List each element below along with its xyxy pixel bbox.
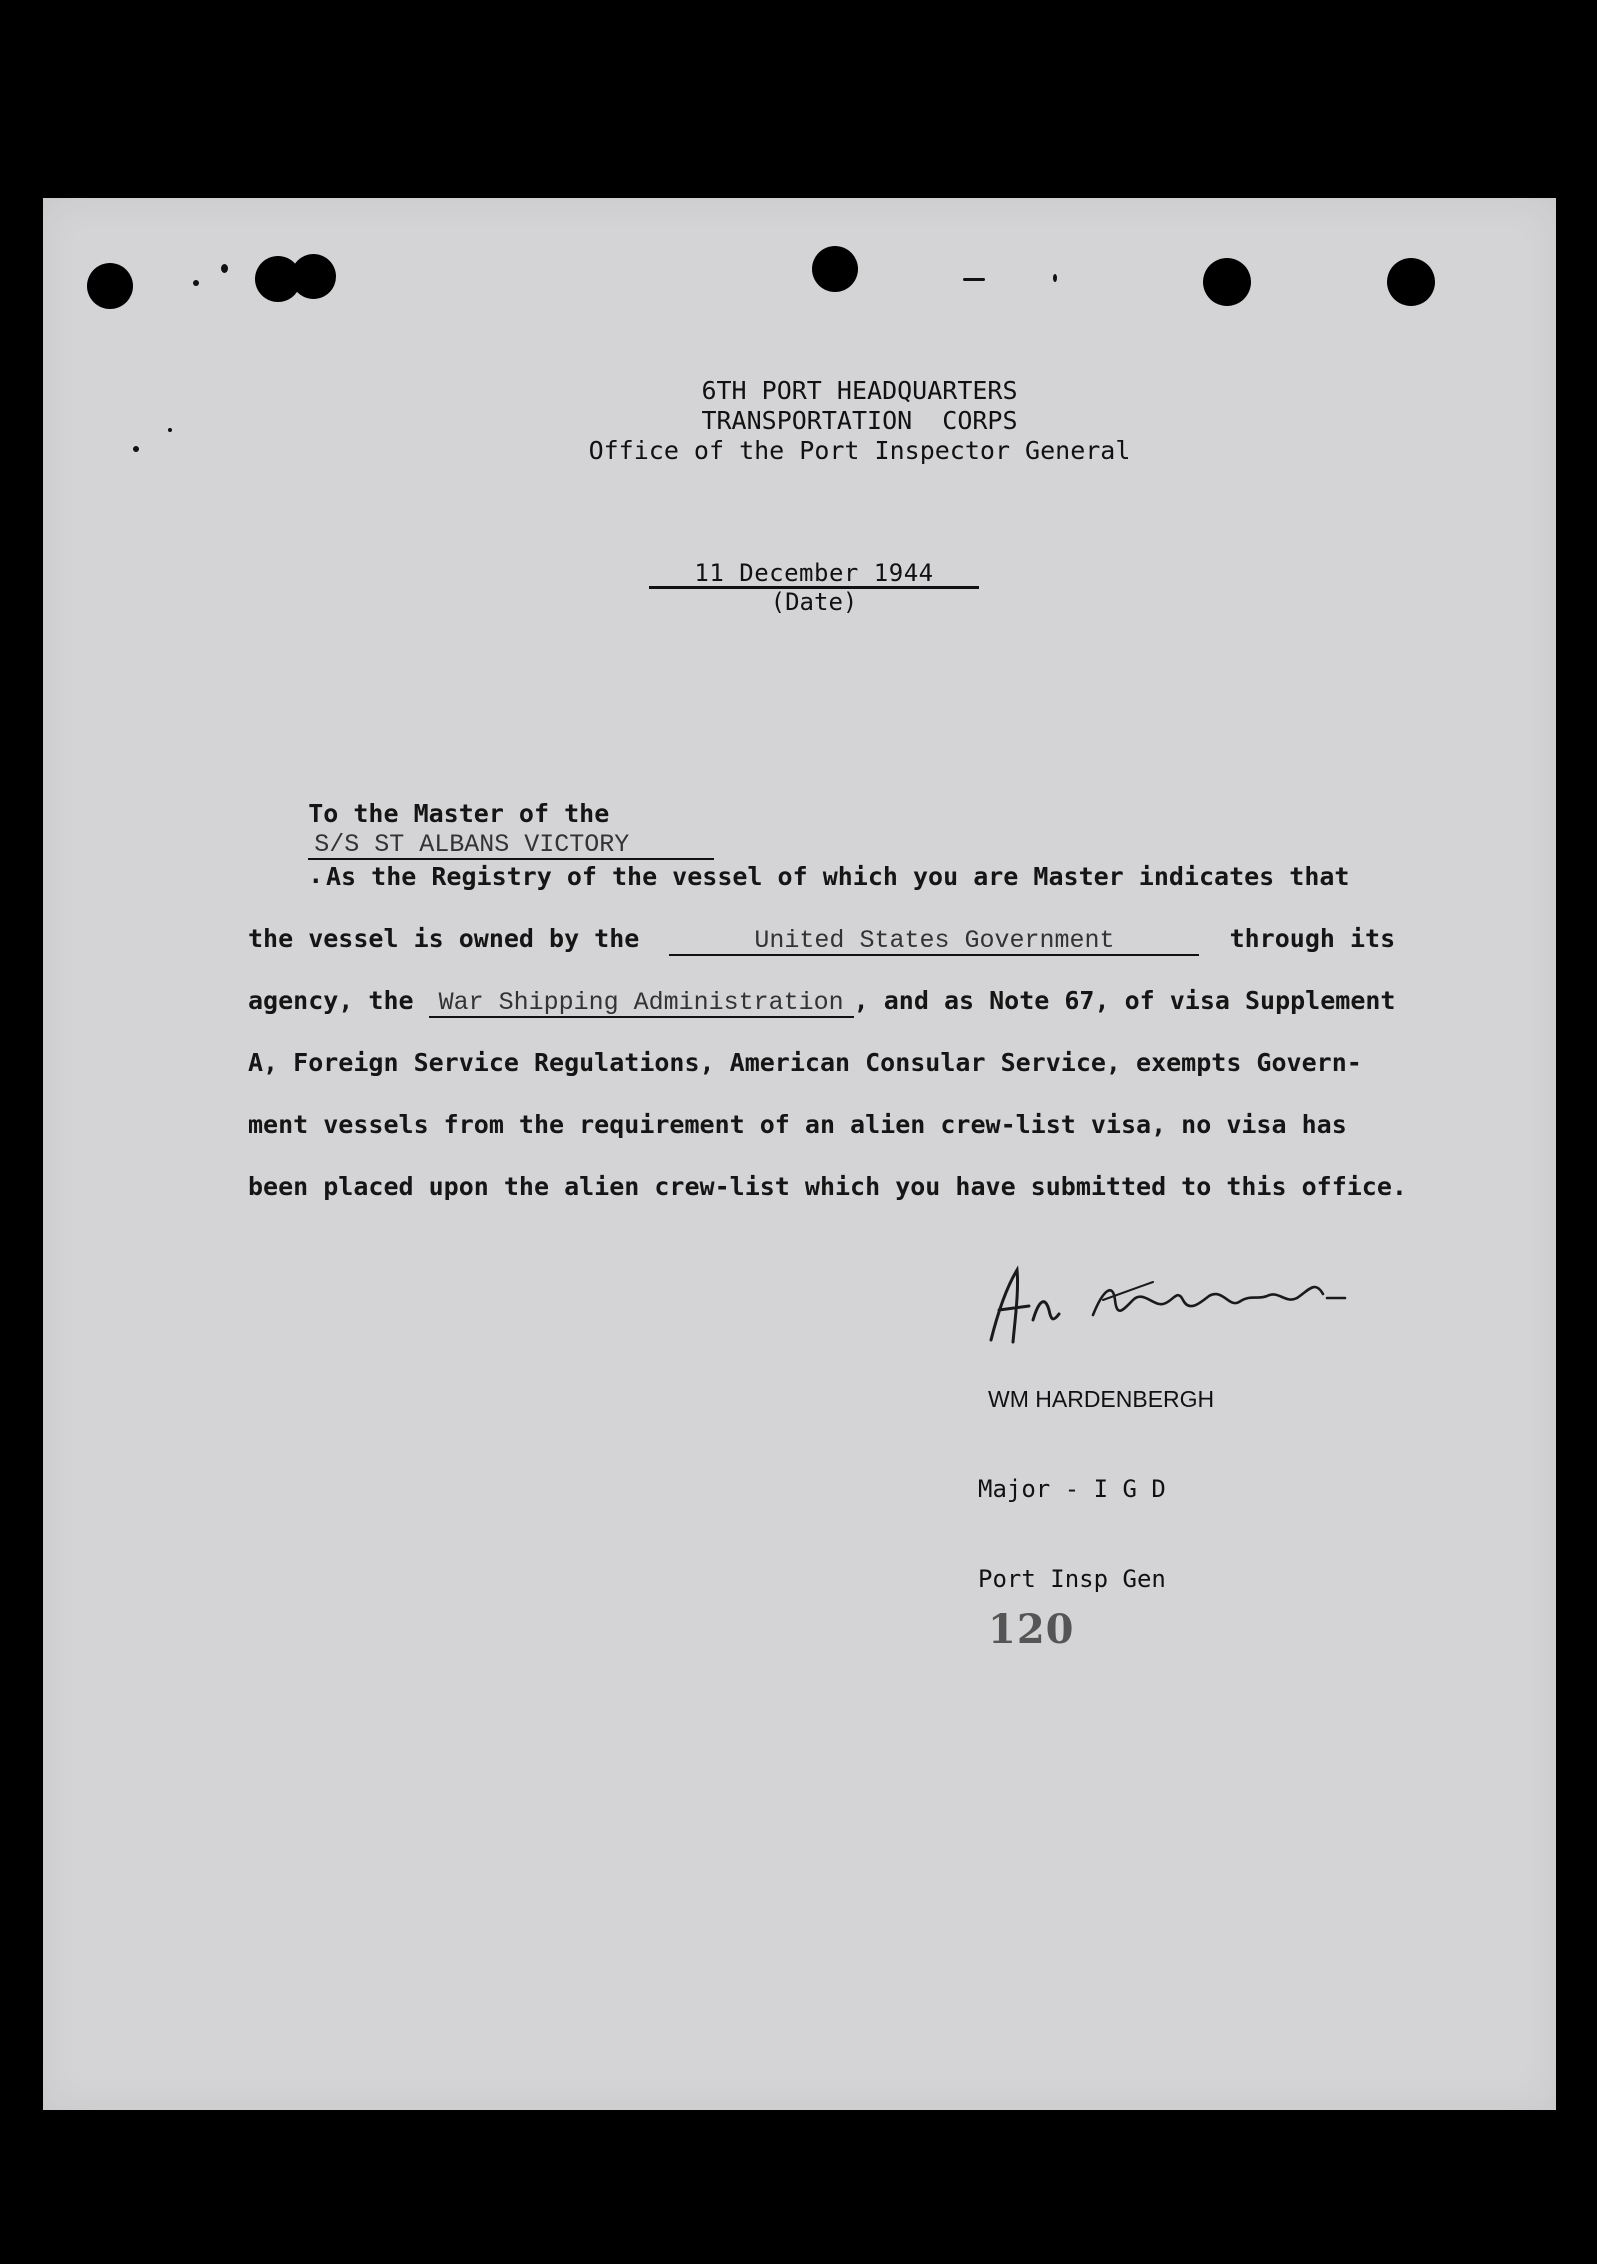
speck [221,264,228,273]
date-block [649,560,979,615]
date-label: (Date) [770,588,858,616]
agency-field: War Shipping Administration [429,990,854,1018]
salutation-prefix: To the Master of the [308,799,610,828]
paragraph-line-4: A, Foreign Service Regulations, American Consular Service, exempts Govern- [248,1048,1362,1077]
paragraph-line-6: been placed upon the alien crew-list which you have submitted to this office. [248,1172,1407,1201]
letterhead-line-2: TRANSPORTATION CORPS [701,406,1018,435]
agency-suffix: , and as Note 67, of visa Supplement [853,986,1396,1015]
paragraph-line-2 [248,924,1395,956]
punch-hole [291,254,336,299]
punch-hole [87,263,133,309]
speck [193,280,199,286]
paragraph-line-5: ment vessels from the requirement of an alien crew-list visa, no visa has [248,1110,1347,1139]
owner-prefix: the vessel is owned by the [248,924,640,953]
punch-hole [1387,258,1435,306]
letterhead [43,376,1556,466]
speck [963,278,985,281]
letterhead-line-3: Office of the Port Inspector General [588,436,1131,465]
owner-field: United States Government [669,928,1199,956]
signature-block [978,1324,1214,1654]
punch-hole [812,246,858,292]
speck [1053,274,1057,282]
signatory-rank: Major - I G D [978,1475,1166,1503]
agency-prefix: agency, the [248,986,414,1015]
letterhead-line-1: 6TH PORT HEADQUARTERS [701,376,1018,405]
vessel-name: S/S ST ALBANS VICTORY [308,832,714,860]
owner-suffix: through its [1229,924,1396,953]
paragraph [248,862,1478,1201]
date-value: 11 December 1944 [649,560,979,589]
paragraph-line-3 [248,986,1396,1018]
signatory-title: Port Insp Gen [978,1565,1166,1593]
signatory-name: WM HARDENBERGH [988,1386,1215,1412]
paragraph-line-1: As the Registry of the vessel of which you are Master indicates that [326,862,1350,891]
page-number: 120 [988,1606,1075,1653]
salutation-suffix: . [308,860,324,889]
document-page [43,198,1556,2110]
punch-hole [1203,258,1251,306]
